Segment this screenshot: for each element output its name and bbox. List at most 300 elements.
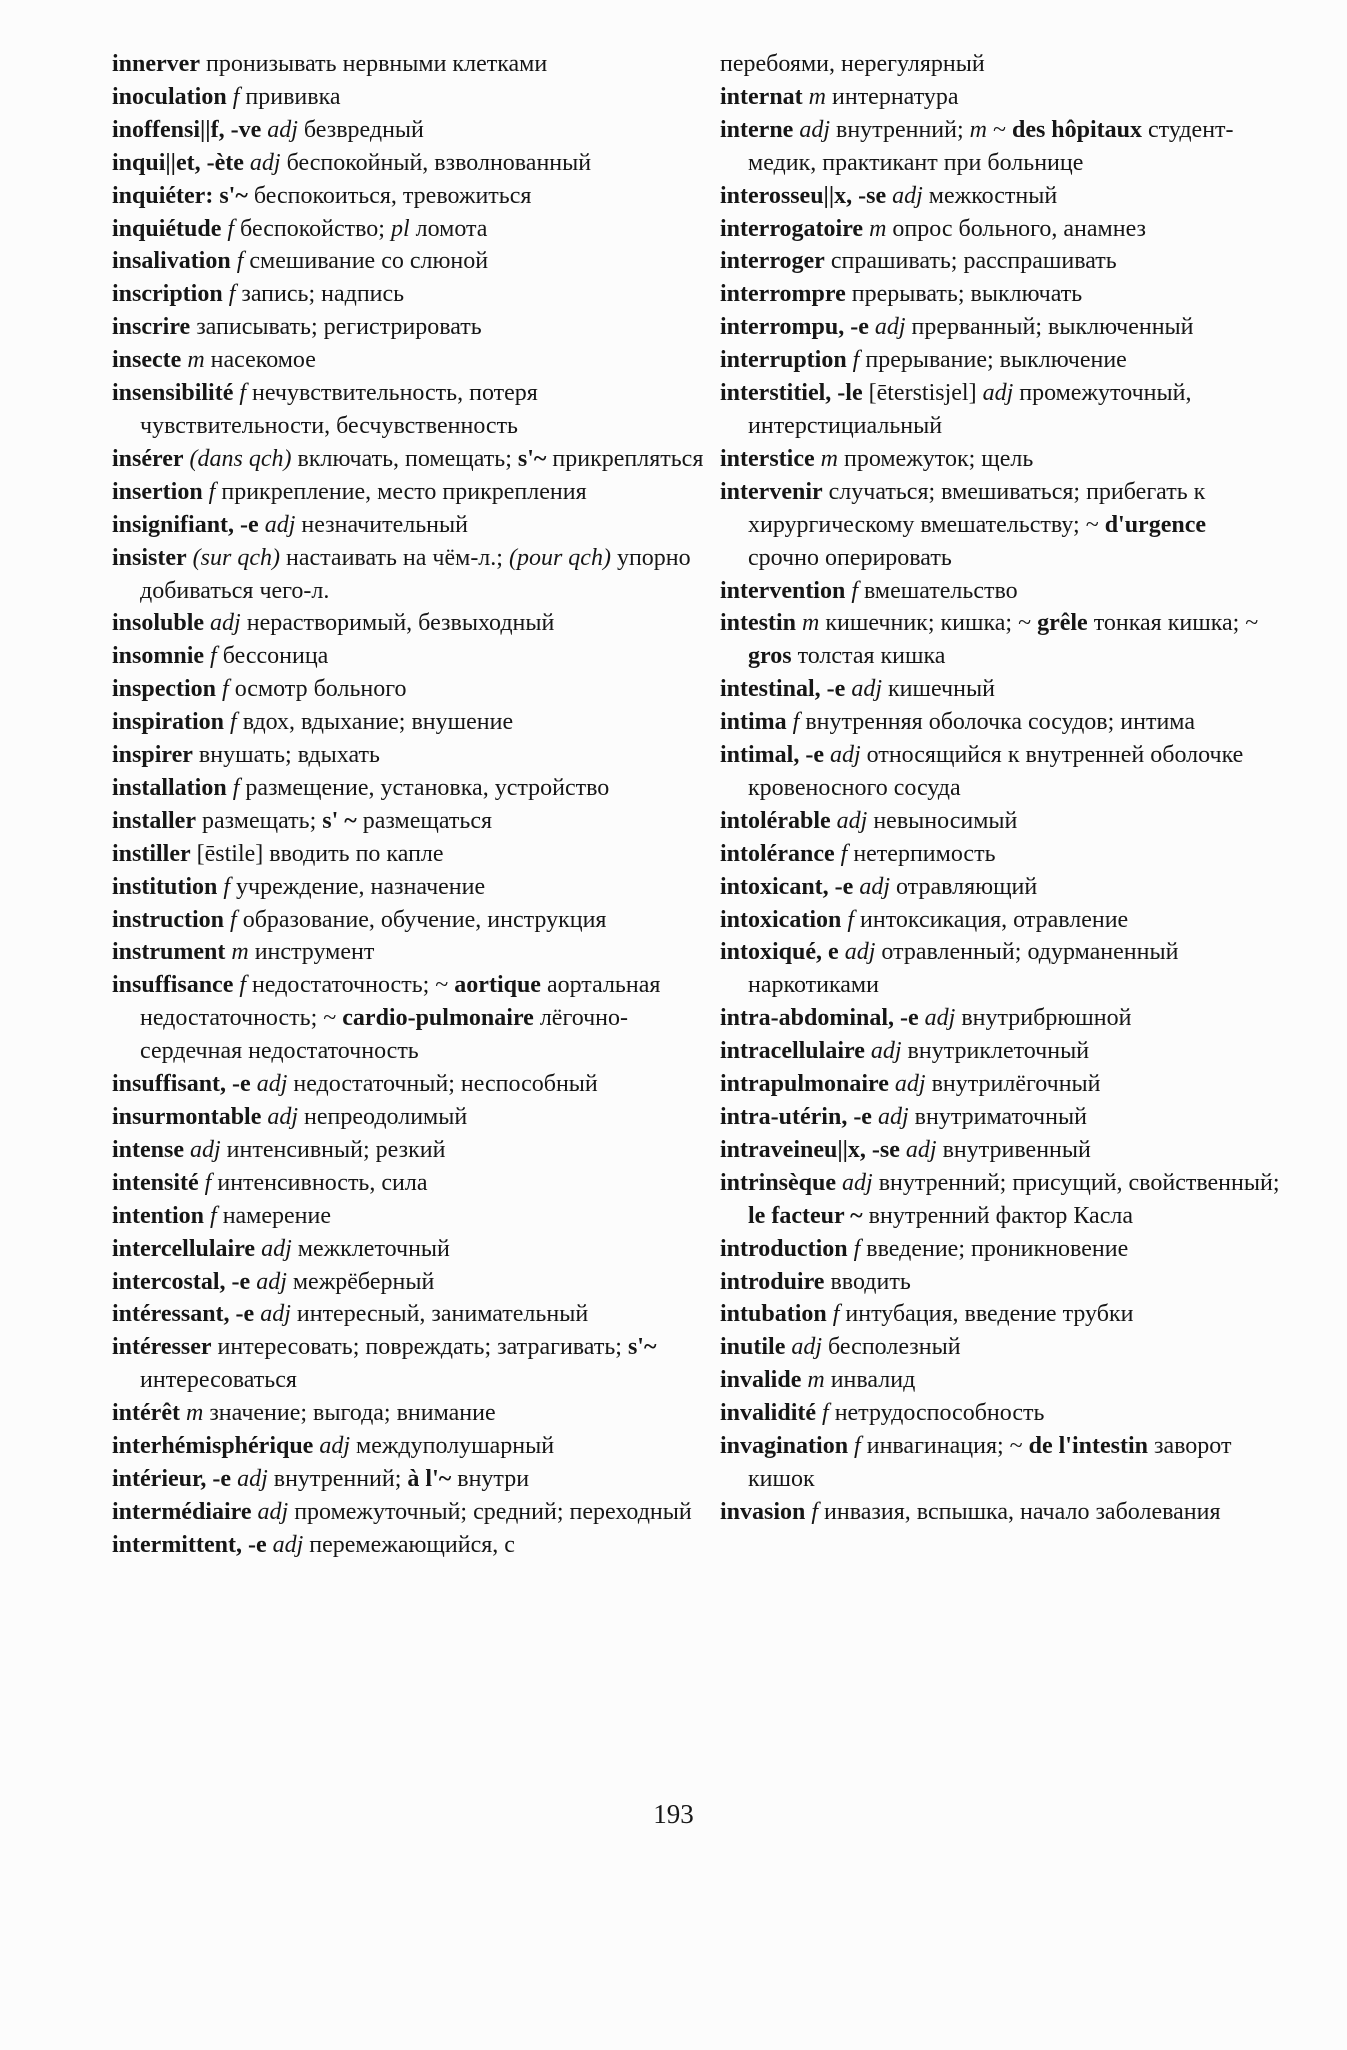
bold-phrase: d'urgence [1098, 511, 1207, 538]
translation-text: промежуточный, интерстициальный [748, 380, 1192, 439]
translation-text: интубация, введение трубки [839, 1301, 1134, 1328]
translation-text: внутриклеточный [901, 1038, 1090, 1065]
grammar-label: adj [886, 182, 923, 209]
grammar-label: adj [836, 1169, 873, 1196]
grammar-label: m [225, 939, 249, 966]
headword: interne [720, 116, 794, 143]
translation-text: внутренний; присущий, свойственный; [872, 1169, 1280, 1196]
translation-text: промежуточный; средний; переходный [288, 1498, 692, 1525]
dictionary-entry [112, 640, 724, 673]
dictionary-entry [112, 542, 724, 608]
dictionary-entry [720, 48, 1280, 81]
dictionary-entry [112, 377, 724, 443]
right-column [720, 48, 1280, 1529]
grammar-label: f [217, 873, 231, 900]
dictionary-entry [112, 838, 724, 871]
headword: insurmontable [112, 1104, 262, 1130]
headword: internat [720, 83, 803, 110]
translation-text: значение; выгода; внимание [203, 1400, 496, 1427]
dictionary-entry [112, 673, 724, 706]
translation-text: внутри [451, 1465, 530, 1492]
headword: intestin [720, 610, 797, 637]
grammar-label: adj [888, 1071, 926, 1098]
translation-text: внутренний; [829, 116, 964, 143]
bold-phrase: le facteur ~ [748, 1202, 863, 1229]
translation-text: размещаться [356, 807, 493, 834]
dictionary-entry [112, 739, 724, 772]
headword: insensibilité [112, 380, 234, 407]
translation-text: [ēstile] вводить по капле [190, 840, 444, 867]
dictionary-entry [720, 936, 1280, 1002]
headword: intracellulaire [720, 1038, 865, 1065]
dictionary-entry [112, 936, 724, 969]
grammar-label: m [181, 347, 205, 374]
headword: inoculation [112, 83, 227, 110]
grammar-label: adj [250, 1268, 287, 1295]
grammar-label: f [233, 972, 247, 999]
translation-text: недостаточный; неспособный [287, 1071, 598, 1098]
headword: intérêt [112, 1400, 180, 1427]
dictionary-entry [720, 1035, 1280, 1068]
translation-text: недостаточность; ~ [246, 972, 449, 999]
translation-text: ~ [986, 116, 1006, 143]
dictionary-entry [720, 1364, 1280, 1397]
headword: inoffensi||f, -ve [112, 116, 262, 143]
translation-text: размещение, установка, устройство [239, 774, 610, 801]
headword: intérieur, -e [112, 1465, 232, 1492]
dictionary-entry [720, 1331, 1280, 1364]
translation-text: прививка [239, 83, 341, 110]
headword: intestinal, -e [720, 676, 846, 703]
headword: invalide [720, 1367, 802, 1394]
dictionary-entry [720, 443, 1280, 476]
translation-text: размещать; [196, 807, 317, 834]
headword: intéresser [112, 1334, 212, 1361]
headword: intrinsèque [720, 1169, 837, 1196]
headword: insertion [112, 478, 203, 505]
headword: intervenir [720, 478, 823, 505]
dictionary-entry [720, 805, 1280, 838]
grammar-label: adj [830, 807, 868, 834]
translation-text: внутривенный [936, 1136, 1091, 1163]
translation-text: перемежающийся, с [303, 1531, 515, 1558]
headword: intermédiaire [112, 1498, 252, 1525]
grammar-label: f [230, 248, 244, 275]
translation-text: прерывание; выключение [859, 347, 1127, 374]
grammar-label: m [796, 610, 820, 637]
dictionary-entry [720, 1430, 1280, 1496]
headword: intercostal, -e [112, 1268, 251, 1295]
headword: intima [720, 709, 787, 736]
translation-text: вводить [824, 1268, 911, 1295]
translation-text: внутренняя оболочка сосудов; интима [799, 709, 1195, 736]
grammar-label: adj [184, 1136, 221, 1163]
translation-text: отравленный; одурманенный наркотиками [748, 939, 1179, 999]
grammar-label: adj [255, 1235, 292, 1262]
dictionary-entry [112, 1463, 724, 1496]
grammar-label: f [221, 215, 235, 242]
headword: intention [112, 1202, 205, 1229]
grammar-label: f [222, 281, 236, 308]
headword: inspiration [112, 709, 225, 736]
dictionary-entry [112, 81, 724, 114]
dictionary-entry [720, 1068, 1280, 1101]
translation-text: нечувствительность, потеря чувствительности, бесчувственность [140, 380, 538, 439]
translation-text: интоксикация, отравление [854, 906, 1129, 933]
grammar-label: adj [204, 610, 241, 637]
dictionary-entry [720, 245, 1280, 278]
bold-phrase: grêle [1031, 610, 1088, 637]
headword: inqui||et, -ète [112, 149, 244, 176]
translation-text: беспокойство; [234, 215, 385, 242]
grammar-label: f [848, 1433, 861, 1460]
translation-text: инвагинация; ~ [860, 1433, 1023, 1460]
translation-text: межкостный [922, 182, 1058, 209]
grammar-label: f [224, 709, 237, 736]
dictionary-entry [112, 1101, 724, 1134]
translation-text: кишечный [882, 676, 995, 703]
translation-text: введение; проникновение [860, 1235, 1129, 1262]
grammar-label: adj [254, 1301, 291, 1328]
dictionary-entry [112, 443, 724, 476]
translation-text: внушать; вдыхать [192, 742, 380, 769]
grammar-label: f [233, 380, 247, 407]
dictionary-entry [112, 1430, 724, 1463]
translation-text: внутрилёгочный [925, 1071, 1101, 1098]
headword: intrapulmonaire [720, 1071, 889, 1098]
dictionary-entry [720, 278, 1280, 311]
dictionary-entry [112, 245, 724, 278]
grammar-label: adj [261, 116, 298, 143]
translation-text: записывать; регистрировать [190, 314, 482, 341]
translation-text: образование, обучение, инструкция [236, 906, 607, 933]
page-number: 193 [653, 1799, 694, 1829]
grammar-label: f [216, 676, 229, 703]
dictionary-entry [112, 1068, 724, 1101]
dictionary-entry [112, 1233, 724, 1266]
grammar-label: f [805, 1498, 819, 1525]
bold-phrase: à l'~ [401, 1465, 452, 1492]
headword: introduire [720, 1268, 825, 1295]
headword: institution [112, 873, 218, 900]
dictionary-entry [112, 311, 724, 344]
translation-text: учреждение, назначение [230, 873, 486, 900]
grammar-label: adj [258, 511, 296, 538]
translation-text: вдох, вдыхание; внушение [236, 709, 514, 736]
grammar-label: f [846, 347, 860, 374]
dictionary-entry [112, 147, 724, 180]
dictionary-entry [720, 706, 1280, 739]
translation-text: интенсивность, сила [211, 1169, 428, 1196]
headword: insuffisant, -e [112, 1071, 251, 1098]
translation-text: бессоница [216, 643, 329, 670]
dictionary-entry [720, 180, 1280, 213]
grammar-label: m [802, 83, 826, 110]
grammar-label: adj [261, 1104, 299, 1130]
headword: intolérable [720, 807, 831, 834]
dictionary-entry [720, 1397, 1280, 1430]
grammar-label: adj [823, 742, 861, 769]
dictionary-entry [720, 213, 1280, 246]
translation-text: невыносимый [867, 807, 1018, 834]
headword: inspection [112, 676, 217, 703]
headword: interruption [720, 347, 847, 374]
headword: instrument [112, 939, 226, 966]
dictionary-entry [720, 838, 1280, 871]
headword: intolérance [720, 840, 835, 867]
grammar-label: f [816, 1400, 829, 1427]
headword: invasion [720, 1498, 806, 1525]
translation-text: инвазия, вспышка, начало заболевания [818, 1498, 1221, 1525]
dictionary-entry [112, 476, 724, 509]
headword: introduction [720, 1235, 848, 1262]
translation-text: междуполушарный [350, 1433, 555, 1460]
translation-text: прерванный; выключенный [905, 314, 1194, 341]
grammar-label: f [204, 643, 217, 670]
dictionary-entry [720, 1101, 1280, 1134]
headword: intoxiqué, e [720, 939, 839, 966]
translation-text: перебоями, нерегулярный [720, 51, 985, 77]
headword: intubation [720, 1301, 827, 1328]
headword: inscrire [112, 314, 191, 341]
translation-text: непреодолимый [298, 1104, 468, 1130]
grammar-label: f [224, 906, 237, 933]
translation-text: инструмент [248, 939, 375, 966]
headword: inutile [720, 1334, 786, 1361]
headword: intoxication [720, 906, 842, 933]
translation-text: отравляющий [889, 873, 1038, 900]
translation-text: спрашивать; расспрашивать [824, 248, 1117, 275]
translation-text: кишечник; кишка; ~ [819, 610, 1032, 637]
translation-text: упорно добиваться чего-л. [140, 544, 691, 604]
translation-text: опрос больного, анамнез [886, 215, 1147, 242]
dictionary-entry [720, 377, 1280, 443]
headword: intimal, -e [720, 742, 824, 769]
dictionary-entry [112, 969, 724, 1068]
dictionary-entry [112, 1397, 724, 1430]
headword: interhémisphérique [112, 1433, 314, 1460]
grammar-label: (pour qch) [502, 544, 611, 571]
translation-text: прикрепление, место прикрепления [215, 478, 587, 505]
grammar-label: adj [868, 314, 906, 341]
headword: insérer [112, 445, 184, 472]
bold-phrase: s'~ [511, 445, 547, 472]
dictionary-entry [720, 673, 1280, 706]
translation-text: тонкая кишка; ~ [1087, 610, 1259, 637]
headword: intervention [720, 577, 846, 604]
grammar-label: f [198, 1169, 212, 1196]
translation-text: промежуток; щель [837, 445, 1034, 472]
headword: instiller [112, 840, 191, 867]
translation-text: смешивание со слюной [243, 248, 489, 275]
dictionary-entry [112, 213, 724, 246]
dictionary-entry [112, 180, 724, 213]
grammar-label: adj [250, 1071, 288, 1098]
grammar-label: m [863, 215, 887, 242]
headword: intercellulaire [112, 1235, 256, 1262]
dictionary-entry [112, 772, 724, 805]
dictionary-entry [112, 1496, 724, 1529]
translation-text: [ēterstisjel] [862, 380, 977, 407]
grammar-label: f [786, 709, 800, 736]
translation-text: заворот кишок [748, 1433, 1232, 1492]
grammar-label: adj [838, 939, 876, 966]
bold-phrase: aortique [448, 972, 541, 999]
dictionary-entry [720, 904, 1280, 937]
grammar-label: m [963, 116, 987, 143]
grammar-label: adj [899, 1136, 937, 1163]
bold-phrase: de l'intestin [1022, 1433, 1148, 1460]
grammar-label: adj [793, 116, 830, 143]
dictionary-entry [720, 344, 1280, 377]
grammar-label: adj [785, 1334, 823, 1361]
dictionary-entry [112, 114, 724, 147]
dictionary-entry [720, 871, 1280, 904]
translation-text: намерение [216, 1202, 332, 1229]
dictionary-entry [112, 1331, 724, 1397]
headword: intraveineu||x, -se [720, 1136, 900, 1163]
grammar-label: adj [871, 1104, 909, 1130]
grammar-label: f [226, 83, 240, 110]
grammar-label: m [801, 1367, 825, 1394]
dictionary-entry [720, 607, 1280, 673]
grammar-label: adj [976, 380, 1014, 407]
translation-text: вмешательство [858, 577, 1018, 604]
translation-text: прикрепляться [546, 445, 704, 472]
headword: inspirer [112, 742, 193, 769]
bold-phrase: gros [748, 643, 792, 670]
headword: innerver [112, 51, 200, 77]
grammar-label: adj [845, 676, 882, 703]
grammar-label: adj [864, 1038, 902, 1065]
translation-text: интернатура [826, 83, 959, 110]
headword: inscription [112, 281, 223, 308]
translation-text: внутриматочный [908, 1104, 1087, 1130]
grammar-label: f [202, 478, 216, 505]
dictionary-entry [720, 1134, 1280, 1167]
headword: interrogatoire [720, 215, 864, 242]
translation-text: интересный, занимательный [290, 1301, 589, 1328]
translation-text: интенсивный; резкий [220, 1136, 446, 1163]
headword: interstitiel, -le [720, 380, 863, 407]
headword: intéressant, -e [112, 1301, 255, 1328]
dictionary-entry [720, 1266, 1280, 1299]
headword: intermittent, -e [112, 1531, 267, 1558]
translation-text: беспокойный, взволнованный [280, 149, 592, 176]
translation-text: толстая кишка [791, 643, 946, 670]
grammar-label: f [845, 577, 858, 604]
translation-text: осмотр больного [228, 676, 407, 703]
dictionary-entry [112, 1200, 724, 1233]
translation-text: беспокоиться, тревожиться [247, 182, 532, 209]
translation-text: нетрудоспособность [828, 1400, 1045, 1427]
grammar-label: (dans qch) [183, 445, 292, 472]
headword: insister [112, 544, 187, 571]
translation-text: насекомое [204, 347, 316, 374]
dictionary-entry [112, 509, 724, 542]
dictionary-entry [720, 1298, 1280, 1331]
dictionary-entry [720, 476, 1280, 575]
bold-phrase: des hôpitaux [1005, 116, 1143, 143]
headword: insuffisance [112, 972, 234, 999]
grammar-label: adj [243, 149, 281, 176]
dictionary-entry [720, 81, 1280, 114]
dictionary-entry [112, 1266, 724, 1299]
headword: intra-abdominal, -e [720, 1005, 919, 1032]
headword: insomnie [112, 643, 205, 670]
dictionary-entry [112, 48, 724, 81]
translation-text: нетерпимость [847, 840, 996, 867]
translation-text: пронизывать нервными клетками [199, 51, 548, 77]
headword: interroger [720, 248, 825, 275]
headword: installation [112, 774, 227, 801]
dictionary-entry [112, 871, 724, 904]
headword: inquiétude [112, 215, 222, 242]
translation-text: межрёберный [286, 1268, 435, 1295]
translation-text: запись; надпись [235, 281, 405, 308]
headword: interrompre [720, 281, 846, 308]
headword: insoluble [112, 610, 205, 637]
headword: intensité [112, 1169, 199, 1196]
dictionary-entry [720, 575, 1280, 608]
bold-phrase: s'~ [213, 182, 248, 209]
headword: invalidité [720, 1400, 817, 1427]
dictionary-entry [112, 1134, 724, 1167]
grammar-label: f [226, 774, 240, 801]
translation-text: ломота [409, 215, 488, 242]
grammar-label: adj [313, 1433, 350, 1460]
dictionary-entry [720, 1233, 1280, 1266]
translation-text: включать, помещать; [291, 445, 512, 472]
headword: interosseu||x, -se [720, 182, 887, 209]
headword: intra-utérin, -e [720, 1104, 872, 1130]
grammar-label: adj [251, 1498, 289, 1525]
dictionary-entry [720, 114, 1280, 180]
bold-phrase: s' ~ [316, 807, 357, 834]
dictionary-entry [720, 1496, 1280, 1529]
translation-text: внутрибрюшной [955, 1005, 1132, 1032]
headword: instruction [112, 906, 225, 933]
dictionary-entry [112, 1298, 724, 1331]
dictionary-entry [112, 706, 724, 739]
headword: intoxicant, -e [720, 873, 854, 900]
headword: insalivation [112, 248, 231, 275]
grammar-label: (sur qch) [186, 544, 280, 571]
grammar-label: m [179, 1400, 204, 1427]
grammar-label: adj [266, 1531, 304, 1558]
translation-text: интересоваться [140, 1367, 297, 1394]
dictionary-entry [720, 1167, 1280, 1233]
dictionary-entry [112, 344, 724, 377]
headword: installer [112, 807, 196, 834]
translation-text: инвалид [824, 1367, 916, 1394]
bold-phrase: s'~ [621, 1334, 657, 1361]
grammar-label: m [814, 445, 838, 472]
translation-text: студент-медик, практикант при больнице [748, 116, 1234, 176]
grammar-label: adj [918, 1005, 956, 1032]
translation-text: настаивать на чём-л.; [280, 544, 503, 571]
translation-text: срочно оперировать [748, 544, 952, 571]
headword: interstice [720, 445, 815, 472]
dictionary-entry [112, 278, 724, 311]
grammar-label: adj [231, 1465, 268, 1492]
grammar-label: pl [384, 215, 410, 242]
translation-text: межклеточный [291, 1235, 450, 1262]
headword: invagination [720, 1433, 849, 1460]
translation-text: бесполезный [822, 1334, 961, 1361]
translation-text: лёгочно-сердечная недостаточность [140, 1005, 628, 1065]
dictionary-entry [720, 1002, 1280, 1035]
